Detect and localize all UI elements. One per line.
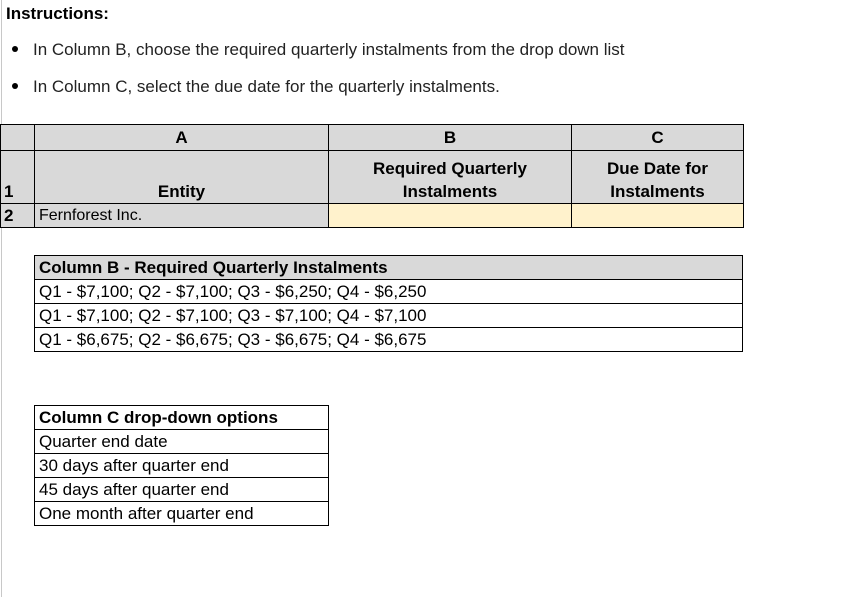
entity-sheet-table <box>0 124 744 228</box>
column-header-a[interactable]: A <box>35 125 329 151</box>
header-row <box>1 151 744 204</box>
instruction-bullet-2 <box>12 77 500 97</box>
column-b-option[interactable]: Q1 - $6,675; Q2 - $6,675; Q3 - $6,675; Q4 - $6,675 <box>35 328 743 352</box>
header-line: Required Quarterly <box>373 159 527 178</box>
required-instalments-dropdown-cell[interactable] <box>329 204 572 228</box>
column-c-option[interactable]: Quarter end date <box>35 430 329 454</box>
bullet-dot-icon <box>12 83 18 89</box>
required-instalments-header-cell[interactable] <box>329 151 572 204</box>
column-header-b[interactable]: B <box>329 125 572 151</box>
instruction-text: In Column B, choose the required quarterly instalments from the drop down list <box>33 40 625 59</box>
row-number-2[interactable]: 2 <box>1 204 35 228</box>
column-b-option[interactable]: Q1 - $7,100; Q2 - $7,100; Q3 - $6,250; Q4 - $6,250 <box>35 280 743 304</box>
header-line: Instalments <box>402 182 498 201</box>
data-row <box>1 204 744 228</box>
bullet-dot-icon <box>12 46 18 52</box>
column-c-option[interactable]: One month after quarter end <box>35 502 329 526</box>
column-c-option[interactable]: 45 days after quarter end <box>35 478 329 502</box>
row-number-1[interactable]: 1 <box>1 151 35 204</box>
instructions-title: Instructions: <box>6 4 109 23</box>
instruction-bullet-1 <box>12 40 625 60</box>
header-line: Due Date for <box>606 159 709 178</box>
column-header-row <box>1 125 744 151</box>
entity-cell[interactable]: Fernforest Inc. <box>35 204 329 228</box>
entity-header-cell[interactable]: Entity <box>35 151 329 204</box>
column-header-c[interactable]: C <box>572 125 744 151</box>
instruction-text: In Column C, select the due date for the quarterly instalments. <box>33 77 500 96</box>
column-c-option[interactable]: 30 days after quarter end <box>35 454 329 478</box>
sheet-left-border <box>1 0 2 597</box>
column-c-options-table <box>34 405 329 526</box>
header-line: Instalments <box>610 182 705 201</box>
column-c-options-title[interactable]: Column C drop-down options <box>35 406 329 430</box>
select-all-corner[interactable] <box>1 125 35 151</box>
column-b-option[interactable]: Q1 - $7,100; Q2 - $7,100; Q3 - $7,100; Q4 - $7,100 <box>35 304 743 328</box>
column-b-options-table <box>34 255 743 352</box>
due-date-header-cell[interactable] <box>572 151 744 204</box>
column-b-options-title[interactable]: Column B - Required Quarterly Instalments <box>35 256 743 280</box>
due-date-dropdown-cell[interactable] <box>572 204 744 228</box>
